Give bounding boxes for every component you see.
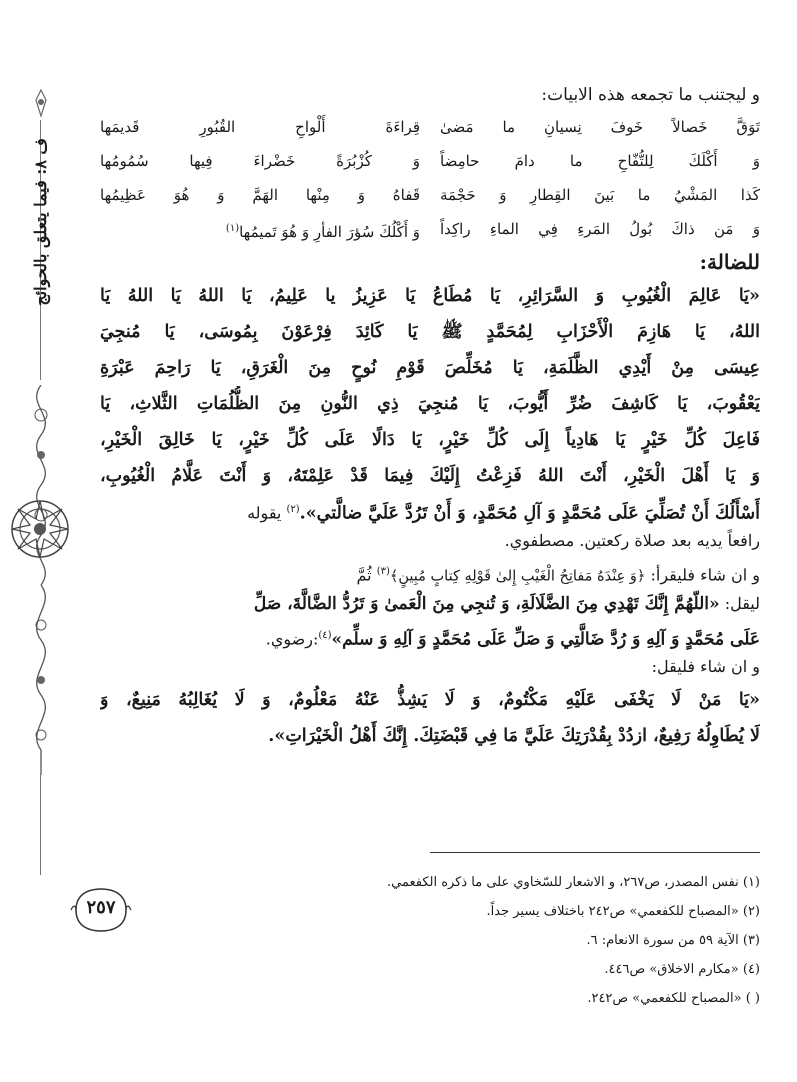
duaa-line: يَعْقُوبَ، يَا كَاشِفَ ضُرِّ أَيُّوبَ، يَا مُنجِيَ ذِي النُّونِ مِنَ الظُّلُمَاتِ الثَّلاثِ، يَا (100, 394, 760, 414)
footnotes (150, 868, 760, 1013)
side-margin (0, 0, 78, 1082)
footnote-divider (430, 852, 760, 853)
instruction-line: رافعاً يديه بعد صلاة ركعتين. مصطفوي. (504, 531, 760, 550)
duaa-line: ليقل: «اللّهُمَّ إِنَّكَ تَهْدِي مِنَ الضَّلَالَةِ، وَ تُنجِي مِنَ الْعَمىٰ وَ تَرُدُّ الضَّالَّةَ، صَلِّ (253, 594, 760, 614)
duaa-line: أَسْأَلُكَ أَنْ تُصَلِّيَ عَلَى مُحَمَّدٍ وَ آلِ مُحَمَّدٍ، وَ أَنْ تَرُدَّ عَلَيَّ ضالَّتي».$^{(٢)}$ يقوله (247, 503, 760, 524)
page-number: ٢٥٧ (86, 897, 116, 918)
verse-first-hemistich: وَ أَكْلَكَ لِلتُّفّاحِ ما دامَ حامِضاً (440, 152, 760, 170)
intro-line: و ليجتنب ما تجمعه هذه الابيات: (541, 85, 760, 105)
verse-row (100, 178, 760, 212)
running-title: ف ٨: فيما يتعلق بالحوائج (30, 138, 50, 306)
instruction-line: و ان شاء فليقل: (651, 657, 760, 676)
footnote-ref: (٢) (286, 504, 300, 515)
duaa-line: اللهُ، يَا هَازِمَ الْأَحْزَابِ لِمُحَمَّدٍ ﷺ يَا كَائِدَ فِرْعَوْنَ بِمُوسَى، يَا مُنجِيَ (100, 322, 760, 342)
duaa-line: فَاعِلَ كُلِّ خَيْرٍ يَا هَادِياً إِلَى كُلِّ خَيْرٍ، يَا دَالًا عَلَى كُلِّ خَيْرٍ، يَا خَالِقَ الْخَيْرِ، (100, 430, 760, 450)
duaa-line: وَ يَا أَهْلَ الْخَيْرِ، أَنْتَ اللهُ فَزِعْتُ إِلَيْكَ فِيمَا قَدْ عَلِمْتَهُ، وَ أَنْتَ عَلَّامُ الْغُيُوبِ، (100, 466, 760, 486)
footnote-ref: (١) (225, 223, 240, 234)
footnote: (٢) «المصباح للكفعمي» ص٢٤٢ باختلاف يسير جداً. (486, 904, 760, 919)
margin-rule-bottom (40, 775, 41, 875)
verse-row (100, 110, 760, 144)
page-number-badge (70, 885, 132, 935)
verse-row (100, 144, 760, 178)
rosette-icon (6, 495, 74, 567)
duaa-line: «يَا عَالِمَ الْغُيُوبِ وَ السَّرَائِرِ، يَا مُطَاعُ يَا عَزِيزُ يا عَلِيمُ، يَا اللهُ يَا اللهُ يَا (100, 286, 760, 306)
verse-first-hemistich: كَذا المَشْيُ ما بَينَ القِطارِ وَ حَجْمَة (440, 186, 760, 204)
verse-row (100, 212, 760, 246)
instruction-line: و ان شاء فليقرأ: ﴿وَ عِنْدَهُ مَفاتِحُ الْغَيْبِ إِلىٰ قَوْلِهِ كِتابٍ مُبِينٍ﴾$^{(٣)}$ ثُمَّ (356, 565, 760, 585)
lower-ornament-icon (18, 585, 64, 779)
main-text (100, 80, 760, 754)
verse-second-hemistich: وَ أَكْلُكَ سُؤرَ الفأرِ وَ هُوَ تَميمُها$^{(١)}$ (225, 223, 420, 241)
footnote-ref: (٣) (376, 566, 390, 577)
footnote-ref: (٤) (318, 630, 332, 641)
verse-second-hemistich: قِراءَةَ أَلْواحِ القُبُورِ قَديمَها (100, 118, 420, 136)
duaa-line: «يَا مَنْ لَا يَخْفَى عَلَيْهِ مَكْتُومٌ، وَ لَا يَشِذُّ عَنْهُ مَعْلُومٌ، وَ لَا يُغَالِبُهُ مَنِيعٌ، وَ (100, 690, 760, 710)
margin-rule-mid (40, 340, 41, 380)
quran-quote: ﴿وَ عِنْدَهُ مَفاتِحُ الْغَيْبِ إِلىٰ قَوْلِهِ كِتابٍ مُبِينٍ﴾ (389, 568, 646, 585)
verse-first-hemistich: وَ مَن ذاكَ بُولُ المَرءِ فِي الماءِ راكِداً (440, 220, 760, 238)
footnote: (٣) الآية ٥٩ من سورة الانعام: ٦. (586, 933, 760, 948)
verse-first-hemistich: تَوَقَّ خَصالاً خَوفَ نِسيانِ ما مَضىٰ (440, 118, 760, 136)
footnote: ( ) «المصباح للكفعمي» ص٢٤٢. (587, 991, 760, 1006)
duaa-line: عَلَى مُحَمَّدٍ وَ آلِهِ وَ رُدَّ ضَالَّتِي وَ صَلِّ عَلَى مُحَمَّدٍ وَ آلِهِ وَ سلِّم»$^{(٤)}$:رضوي. (265, 629, 760, 650)
verse-second-hemistich: قَفاهُ وَ مِنْها الهَمَّ وَ هُوَ عَظِيمُها (100, 186, 420, 204)
duaa-line: لَا يُطَاوِلُهُ رَفِيعٌ، ازدُدْ بِقُدْرَتِكَ عَلَيَّ مَا فِي قَبْضَتِكَ. إِنَّكَ أَهْلُ الْخَيْرَاتِ». (268, 726, 760, 746)
duaa-line: عِيسَى مِنْ أَيْدِي الظَّلَمَةِ، يَا مُخَلِّصَ قَوْمِ نُوحٍ مِنَ الْغَرَقِ، يَا رَاحِمَ عَبْرَةِ (100, 358, 760, 378)
verse-second-hemistich: وَ كُزْبُرَةً خَضْراءَ فِيها سُمُومُها (100, 152, 420, 170)
footnote: (٤) «مكارم الاخلاق» ص٤٤٦. (604, 962, 760, 977)
section-heading: للضالة: (699, 250, 760, 274)
footnote: (١) نفس المصدر، ص٢٦٧، و الاشعار للسّخاوي على ما ذكره الكفعمي. (386, 875, 760, 890)
